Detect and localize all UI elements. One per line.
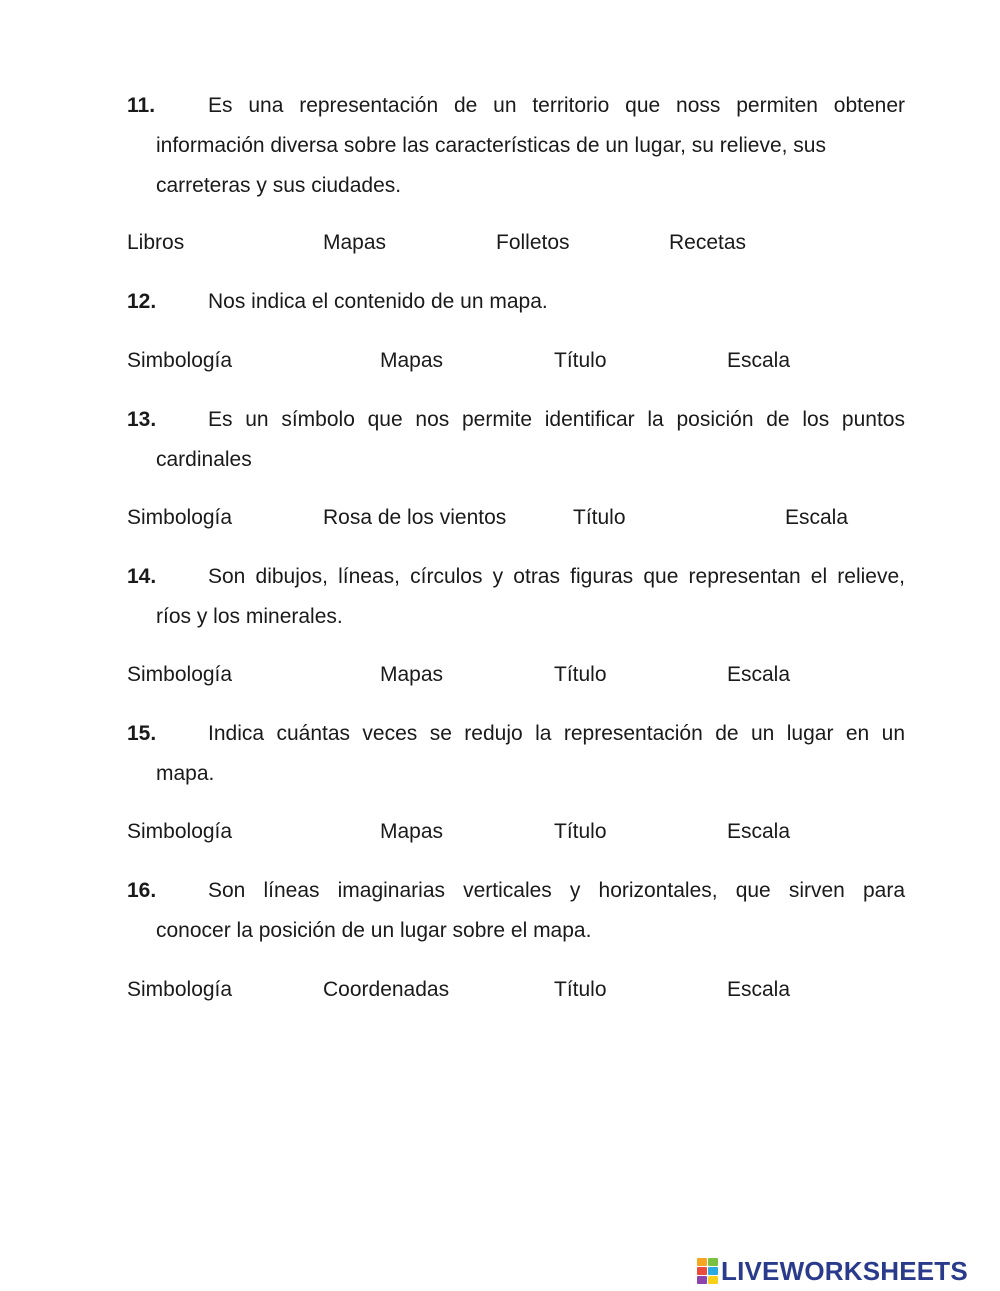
option[interactable]: Recetas	[669, 231, 747, 254]
question-number: 15.	[127, 722, 157, 745]
options-row-11	[0, 223, 1000, 263]
option[interactable]: Título	[554, 349, 607, 372]
question-line	[127, 871, 905, 911]
question-number: 11.	[127, 94, 156, 117]
question-text: Son dibujos, líneas, círculos y otras figuras que representan el relieve,	[208, 565, 905, 588]
question-16	[127, 871, 905, 951]
options-row-14	[0, 655, 1000, 695]
question-number: 13.	[127, 408, 157, 431]
question-text: Nos indica el contenido de un mapa.	[208, 290, 548, 313]
question-15	[127, 714, 905, 794]
options-row-16	[0, 970, 1000, 1010]
option[interactable]: Mapas	[323, 231, 387, 254]
options-row-13	[0, 498, 1000, 538]
option[interactable]: Simbología	[127, 663, 233, 686]
option[interactable]: Mapas	[380, 663, 444, 686]
option[interactable]: Título	[554, 663, 607, 686]
logo-tile	[697, 1258, 707, 1266]
option[interactable]: Simbología	[127, 978, 233, 1001]
logo-tile	[708, 1276, 718, 1284]
liveworksheets-logo	[697, 1254, 968, 1288]
option[interactable]: Simbología	[127, 349, 233, 372]
question-line	[127, 282, 905, 322]
option[interactable]: Coordenadas	[323, 978, 450, 1001]
option[interactable]: Simbología	[127, 506, 233, 529]
option[interactable]: Escala	[727, 820, 791, 843]
options-row-12	[0, 341, 1000, 381]
option[interactable]: Mapas	[380, 349, 444, 372]
option[interactable]: Título	[554, 820, 607, 843]
option[interactable]: Escala	[785, 506, 849, 529]
option[interactable]: Mapas	[380, 820, 444, 843]
logo-tile	[708, 1258, 718, 1266]
question-text: Es un símbolo que nos permite identificar la posición de los puntos	[208, 408, 905, 431]
option[interactable]: Folletos	[496, 231, 570, 254]
options-row-15	[0, 812, 1000, 852]
question-line	[127, 400, 905, 440]
question-number: 14.	[127, 565, 157, 588]
option[interactable]: Título	[573, 506, 626, 529]
option[interactable]: Escala	[727, 663, 791, 686]
question-line	[127, 714, 905, 754]
question-text-continued: cardinales	[156, 448, 252, 471]
question-number: 16.	[127, 879, 157, 902]
option[interactable]: Escala	[727, 978, 791, 1001]
question-14	[127, 557, 905, 637]
question-text: Es una representación de un territorio que noss permiten obtener	[208, 94, 905, 117]
logo-tile	[697, 1276, 707, 1284]
question-text-continued: conocer la posición de un lugar sobre el mapa.	[156, 919, 592, 942]
option[interactable]: Título	[554, 978, 607, 1001]
logo-text: LIVEWORKSHEETS	[721, 1255, 968, 1286]
question-number: 12.	[127, 290, 157, 313]
question-13	[127, 400, 905, 480]
option[interactable]: Escala	[727, 349, 791, 372]
option[interactable]: Simbología	[127, 820, 233, 843]
question-text-continued: carreteras y sus ciudades.	[156, 174, 402, 197]
question-text-continued: información diversa sobre las características de un lugar, su relieve, sus	[156, 134, 826, 157]
question-line	[127, 86, 905, 126]
question-text-continued: ríos y los minerales.	[156, 605, 343, 628]
question-text: Son líneas imaginarias verticales y horizontales, que sirven para	[208, 879, 905, 902]
option[interactable]: Libros	[127, 231, 185, 254]
logo-tile	[697, 1267, 707, 1275]
option[interactable]: Rosa de los vientos	[323, 506, 507, 529]
question-text-continued: mapa.	[156, 762, 215, 785]
question-text: Indica cuántas veces se redujo la representación de un lugar en un	[208, 722, 905, 745]
logo-mark-icon	[697, 1258, 718, 1284]
question-line	[127, 557, 905, 597]
question-11	[127, 86, 905, 206]
logo-tile	[708, 1267, 718, 1275]
question-12	[127, 282, 905, 322]
